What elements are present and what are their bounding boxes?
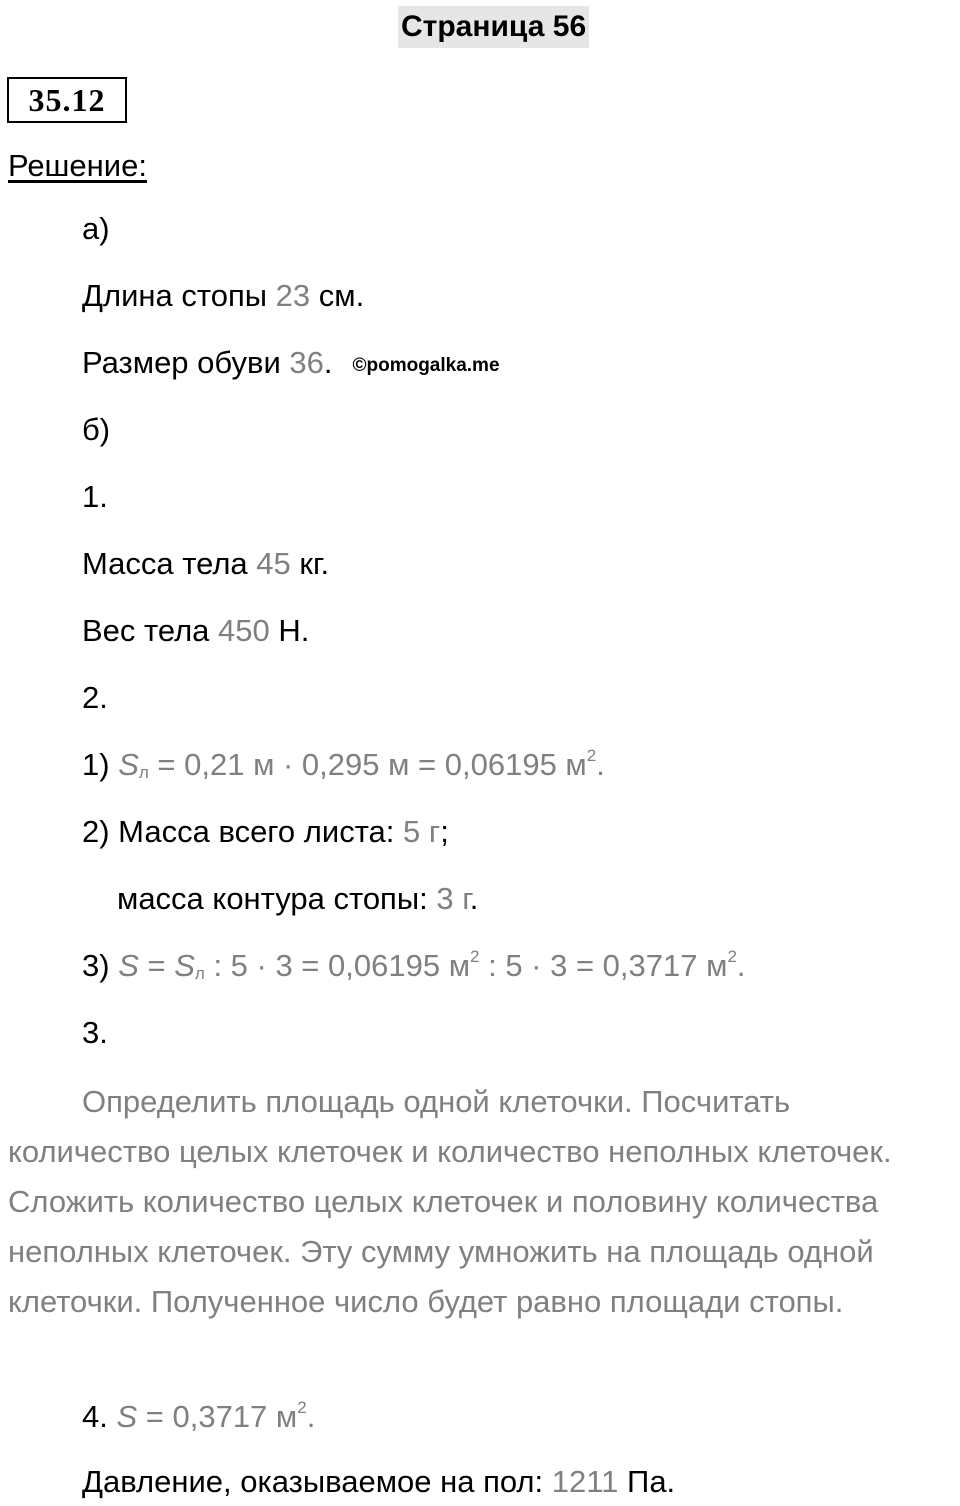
step4-number: 4. xyxy=(82,1399,117,1434)
sheet-area-expression: = 0,21 м · 0,295 м = 0,06195 м xyxy=(148,747,587,782)
sheet-area-subscript-ref: л xyxy=(194,964,205,983)
contour-mass-line xyxy=(117,877,478,921)
shoe-size-line xyxy=(82,341,500,388)
foot-area-variable: S xyxy=(118,948,139,983)
step4-expression: = 0,3717 м xyxy=(137,1399,298,1434)
foot-area-end: . xyxy=(736,948,746,983)
sheet-mass-suffix: ; xyxy=(440,814,449,849)
sheet-area-formula xyxy=(82,743,605,787)
foot-length-prefix: Длина стопы xyxy=(82,278,276,313)
step4-exponent: 2 xyxy=(297,1398,307,1417)
sheet-area-end: . xyxy=(596,747,605,782)
body-weight-value: 450 xyxy=(218,613,270,648)
sheet-area-subscript: л xyxy=(138,763,149,782)
foot-area-expression-1: : 5 · 3 = 0,06195 м xyxy=(204,948,471,983)
item3-number: 3) xyxy=(82,948,119,983)
pressure-line xyxy=(82,1460,675,1504)
pressure-suffix: Па. xyxy=(618,1464,676,1499)
foot-length-value: 23 xyxy=(275,278,311,313)
watermark-text: ©pomogalka.me xyxy=(352,355,500,376)
body-weight-prefix: Вес тела xyxy=(82,613,219,648)
step1-number: 1. xyxy=(82,479,108,514)
step4-end: . xyxy=(306,1399,316,1434)
contour-mass-suffix: . xyxy=(469,881,479,916)
pressure-prefix: Давление, оказываемое на пол: xyxy=(82,1464,552,1499)
body-mass-value: 45 xyxy=(256,546,291,581)
sheet-area-exponent: 2 xyxy=(586,746,597,765)
body-weight-suffix: Н. xyxy=(269,613,310,648)
sheet-area-variable-ref: S xyxy=(174,948,195,983)
shoe-size-prefix: Размер обуви xyxy=(82,345,290,380)
task-number: 35.12 xyxy=(7,77,127,123)
foot-area-formula xyxy=(82,944,746,988)
step4-line xyxy=(82,1395,315,1439)
shoe-size-value: 36 xyxy=(289,345,324,380)
item1-number: 1) xyxy=(82,747,119,782)
part-a-label: а) xyxy=(82,211,110,246)
method-paragraph: Определить площадь одной клеточки. Посчитать количество целых клеточек и количество неполных клеточек. Сложить количество целых клеточек и половину количества неполных клеточек. Эту сумму умножить на площадь одной клеточки. Полученное число будет равно площади стопы. xyxy=(8,1084,892,1319)
sheet-mass-value: 5 г xyxy=(403,814,441,849)
foot-length-suffix: см. xyxy=(310,278,365,313)
part-b-label: б) xyxy=(82,412,111,447)
sheet-mass-prefix: 2) Масса всего листа: xyxy=(82,814,404,849)
foot-area-equals: = xyxy=(138,948,175,983)
body-mass-line xyxy=(82,542,329,586)
foot-area-exponent-1: 2 xyxy=(470,947,480,966)
foot-length-line xyxy=(82,274,364,318)
pressure-value: 1211 xyxy=(551,1464,619,1499)
sheet-area-variable: S xyxy=(118,747,139,782)
step2-number: 2. xyxy=(82,680,108,715)
foot-area-exponent-2: 2 xyxy=(727,947,737,966)
body-weight-line xyxy=(82,609,309,653)
step4-variable: S xyxy=(116,1399,138,1434)
foot-area-expression-2: : 5 · 3 = 0,3717 м xyxy=(479,948,728,983)
contour-mass-value: 3 г xyxy=(436,881,470,916)
shoe-size-suffix: . xyxy=(323,345,333,380)
page-title: Страница 56 xyxy=(398,6,589,48)
sheet-mass-line xyxy=(82,810,449,854)
body-mass-prefix: Масса тела xyxy=(82,546,257,581)
solution-label: Решение: xyxy=(8,148,147,183)
contour-mass-prefix: масса контура стопы: xyxy=(117,881,437,916)
body-mass-suffix: кг. xyxy=(290,546,330,581)
step3-number: 3. xyxy=(82,1015,108,1050)
